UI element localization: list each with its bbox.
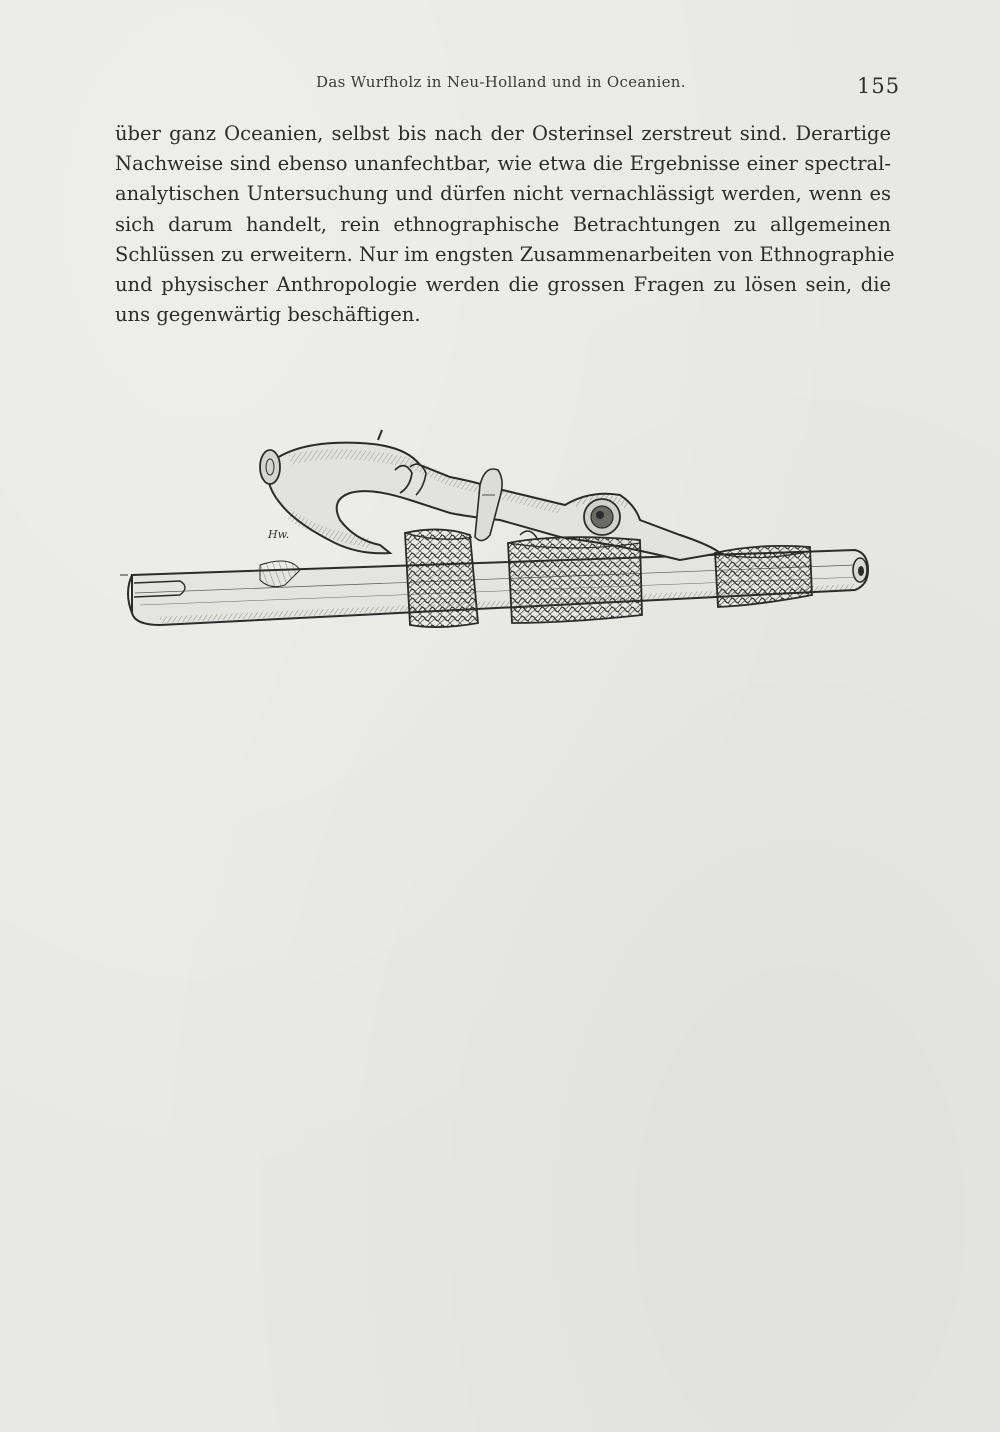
text-line: uns gegenwärtig beschäftigen. — [115, 303, 421, 327]
artist-signature: Hw. — [268, 528, 290, 541]
throwing-stick-illustration — [120, 425, 880, 640]
body-paragraph — [115, 119, 895, 330]
running-head — [0, 73, 1000, 99]
text-line: und physischer Anthropologie werden die grossen Fragen zu lösen sein, die — [115, 272, 891, 296]
page-number: 155 — [857, 74, 901, 98]
woven-binding — [508, 531, 642, 623]
text-line: analytischen Untersuchung und dürfen nicht vernachlässigt werden, wenn es — [115, 182, 891, 206]
text-line: sich darum handelt, rein ethnographische Betrachtungen zu allgemeinen — [115, 212, 891, 236]
carved-hook — [260, 443, 720, 560]
throwing-stick-drawing — [120, 425, 880, 640]
text-line: Nachweise sind ebenso unanfechtbar, wie etwa die Ergebnisse einer spectral- — [115, 152, 891, 176]
running-title: Das Wurfholz in Neu-Holland und in Oceanien. — [316, 73, 686, 91]
woven-binding — [715, 546, 812, 607]
text-line: über ganz Oceanien, selbst bis nach der Osterinsel zerstreut sind. Derartige — [115, 122, 891, 145]
text-line: Schlüssen zu erweitern. Nur im engsten Zusammenarbeiten von Ethnographie — [115, 242, 895, 266]
woven-binding — [405, 529, 478, 627]
